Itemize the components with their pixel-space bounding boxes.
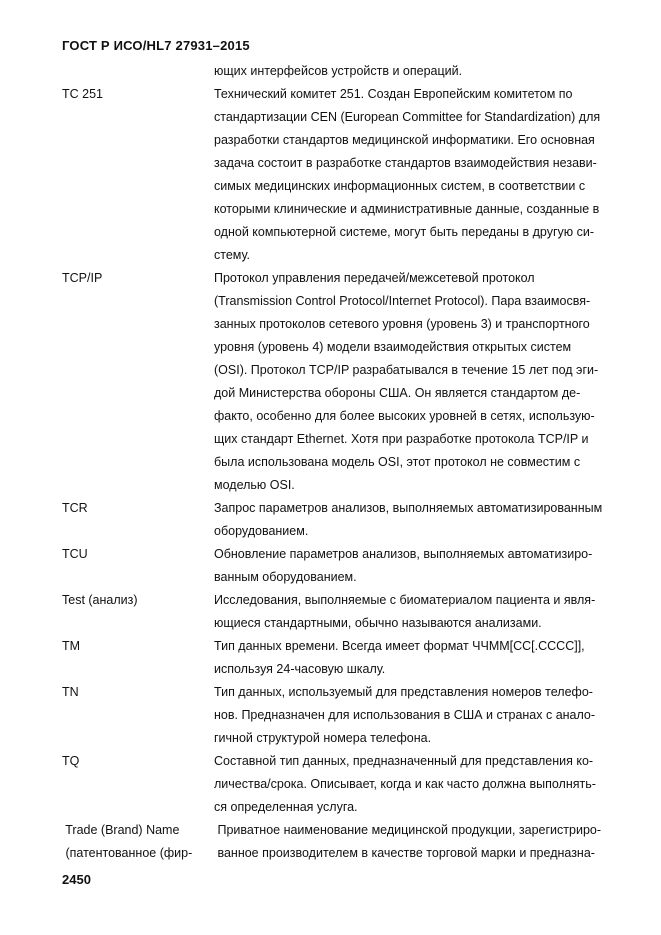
definition-line: занных протоколов сетевого уровня (уровень 3) и транспортного	[214, 317, 590, 331]
definition-line: которыми клинические и административные данные, созданные в	[214, 202, 600, 216]
definition-line: уровня (уровень 4) модели взаимодействия открытых систем	[214, 340, 572, 354]
definition-line: стандартизации CEN (European Committee for Standardization) для	[214, 110, 601, 124]
glossary-term	[62, 497, 214, 520]
glossary-term-text: TCP/IP	[62, 271, 103, 285]
definition-line: оборудованием.	[214, 524, 309, 538]
glossary-term	[62, 267, 214, 290]
glossary-term	[62, 543, 214, 566]
glossary-entry	[62, 60, 636, 83]
page-number: 2450	[62, 872, 91, 887]
definition-line: дой Министерства обороны США. Он является стандартом де-	[214, 386, 581, 400]
definition-line: используя 24-часовую шкалу.	[214, 662, 386, 676]
glossary-term-text: Test (анализ)	[62, 593, 138, 607]
definition-line: Запрос параметров анализов, выполняемых автоматизированным	[214, 501, 603, 515]
glossary-definition	[214, 60, 636, 83]
definition-line: Исследования, выполняемые с биоматериалом пациента и явля-	[214, 593, 596, 607]
glossary-term	[62, 635, 214, 658]
glossary-definition	[214, 543, 636, 589]
document-header: ГОСТ Р ИСО/HL7 27931–2015	[62, 38, 250, 53]
glossary-definition	[214, 267, 636, 497]
glossary-term-text: Trade (Brand) Name	[62, 823, 180, 837]
glossary-entry	[62, 635, 636, 681]
glossary-term-text-continued: (патентованное (фир-	[62, 846, 193, 860]
definition-line: Обновление параметров анализов, выполняемых автоматизиро-	[214, 547, 593, 561]
definition-line: Тип данных времени. Всегда имеет формат ЧЧММ[СС[.СССС]],	[214, 639, 585, 653]
glossary-entries	[62, 60, 636, 865]
glossary-definition	[214, 819, 636, 865]
definition-line: задача состоит в разработке стандартов взаимодействия незави-	[214, 156, 597, 170]
glossary-term	[62, 589, 214, 612]
definition-line: моделью OSI.	[214, 478, 295, 492]
glossary-term	[62, 750, 214, 773]
glossary-term	[62, 819, 214, 865]
glossary-term-text: TN	[62, 685, 79, 699]
glossary-term-text: TM	[62, 639, 81, 653]
glossary-entry	[62, 819, 636, 865]
glossary-definition	[214, 635, 636, 681]
definition-line: факто, особенно для более высоких уровней в сетях, использую-	[214, 409, 595, 423]
glossary-definition	[214, 589, 636, 635]
glossary-definition	[214, 497, 636, 543]
glossary-entry	[62, 589, 636, 635]
definition-line: ющиеся стандартными, обычно называются анализами.	[214, 616, 542, 630]
glossary-entry	[62, 750, 636, 819]
definition-line: разработки стандартов медицинской информатики. Его основная	[214, 133, 595, 147]
definition-line: Составной тип данных, предназначенный для представления ко-	[214, 754, 594, 768]
definition-line: гичной структурой номера телефона.	[214, 731, 432, 745]
definition-line: стему.	[214, 248, 250, 262]
definition-line: ванным оборудованием.	[214, 570, 357, 584]
definition-line: щих стандарт Ethernet. Хотя при разработке протокола TCP/IP и	[214, 432, 589, 446]
definition-line: одной компьютерной системе, могут быть переданы в другую си-	[214, 225, 595, 239]
definition-line: Технический комитет 251. Создан Европейским комитетом по	[214, 87, 573, 101]
glossary-entry	[62, 83, 636, 267]
glossary-entry	[62, 267, 636, 497]
definition-line: была использована модель OSI, этот протокол не совместим с	[214, 455, 581, 469]
glossary-term-text: TC 251	[62, 87, 103, 101]
glossary-definition	[214, 83, 636, 267]
definition-line: (Transmission Control Protocol/Internet Protocol). Пара взаимосвя-	[214, 294, 591, 308]
glossary-entry	[62, 543, 636, 589]
glossary-term	[62, 681, 214, 704]
glossary-term	[62, 83, 214, 106]
glossary-definition	[214, 681, 636, 750]
definition-line: Тип данных, используемый для представления номеров телефо-	[214, 685, 593, 699]
definition-line: симых медицинских информационных систем, в соответствии с	[214, 179, 586, 193]
glossary-term-text: TCR	[62, 501, 88, 515]
definition-line: нов. Предназначен для использования в США и странах с анало-	[214, 708, 596, 722]
glossary-entry	[62, 497, 636, 543]
definition-line: Протокол управления передачей/межсетевой протокол	[214, 271, 535, 285]
glossary-definition	[214, 750, 636, 819]
glossary-term-text: TQ	[62, 754, 80, 768]
definition-line: ющих интерфейсов устройств и операций.	[214, 64, 463, 78]
definition-line: Приватное наименование медицинской продукции, зарегистриро-	[214, 823, 602, 837]
definition-line: личества/срока. Описывает, когда и как часто должна выполнять-	[214, 777, 596, 791]
glossary-term-text: TCU	[62, 547, 88, 561]
glossary-entry	[62, 681, 636, 750]
definition-line: (OSI). Протокол TCP/IP разрабатывался в течение 15 лет под эги-	[214, 363, 599, 377]
definition-line: ся определенная услуга.	[214, 800, 358, 814]
definition-line: ванное производителем в качестве торговой марки и предназна-	[214, 846, 595, 860]
